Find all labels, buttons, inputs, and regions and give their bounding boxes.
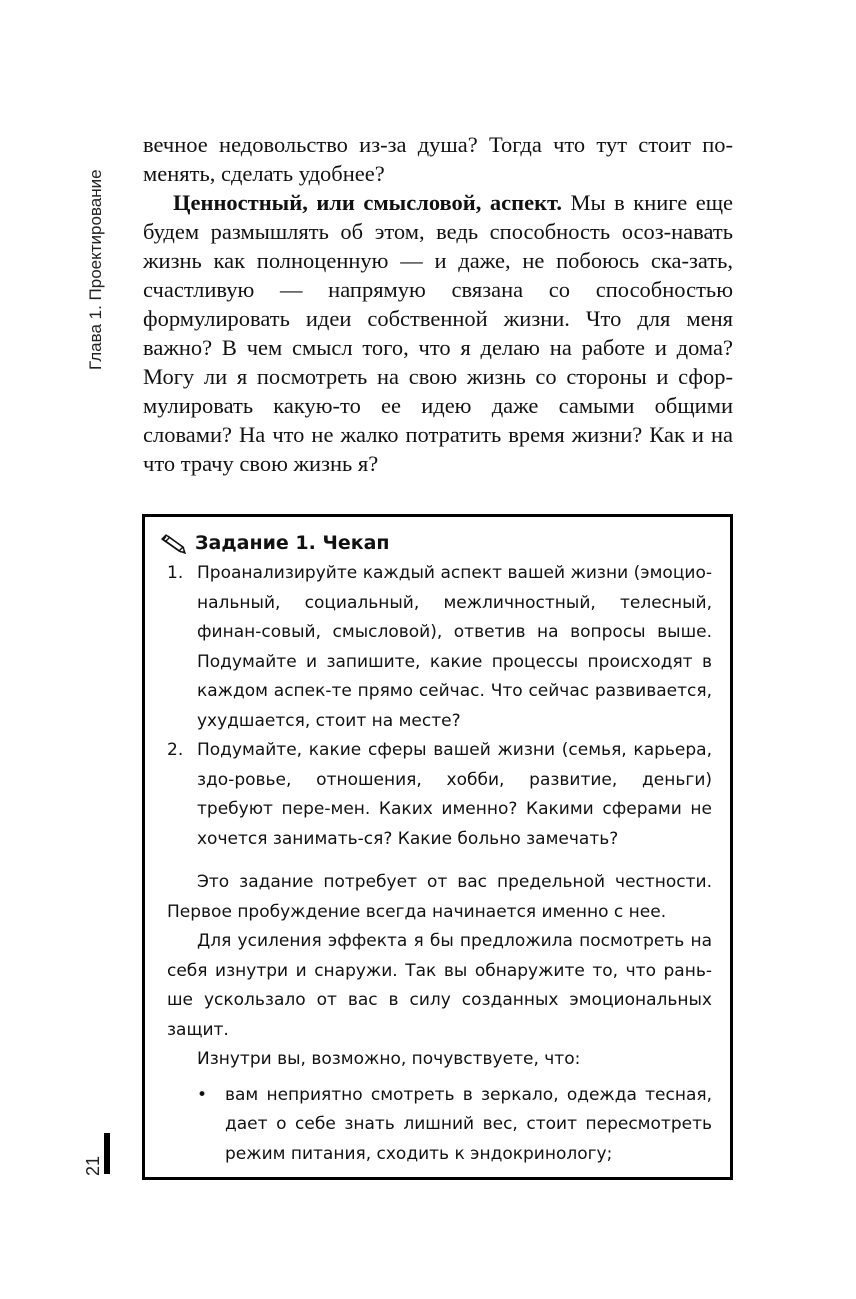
task-item-text: Подумайте, какие сферы вашей жизни (семья, карьера, здо-ровье, отношения, хобби, развитие, деньги) требуют пере-мен. Каких именно? Какими сферами не хочется занимать-ся? Какие больно замечать? xyxy=(197,740,712,849)
task-paragraph: Это задание потребует от вас предельной честности. Первое пробуждение всегда начинается именно с нее. xyxy=(167,872,712,922)
task-item xyxy=(167,559,712,736)
task-box xyxy=(142,514,733,1180)
bullet-marker: • xyxy=(197,1084,208,1105)
task-item xyxy=(167,736,712,854)
task-paragraph: Изнутри вы, возможно, почувствуете, что: xyxy=(197,1049,581,1069)
bullet-item xyxy=(167,1081,712,1170)
task-content xyxy=(167,529,712,1169)
task-title: Задание 1. Чекап xyxy=(195,532,390,555)
pencil-icon xyxy=(159,533,187,555)
task-item-number: 2. xyxy=(167,740,184,760)
page-number: 21 xyxy=(83,1155,103,1176)
page-number-bar xyxy=(104,1133,110,1174)
body-paragraph: вечное недовольство из-за душа? Тогда что тут стоит по-менять, сделать удобнее? xyxy=(143,132,733,186)
chapter-title: Глава 1. Проектирование xyxy=(86,169,105,370)
body-text xyxy=(143,130,733,478)
task-paragraph: Для усиления эффекта я бы предложила посмотреть на себя изнутри и снаружи. Так вы обнаружите то, что рань-ше ускользало от вас в силу созданных эмоциональных защит. xyxy=(167,931,712,1040)
task-header xyxy=(159,529,712,559)
aspect-text: Мы в книге еще будем размышлять об этом, ведь способность осоз-навать жизнь как полноценную — и даже, не побоюсь ска-зать, счастливую — напрямую связана со способностью формулировать идеи собственной жизни. Что для меня важно? В чем смысл того, что я делаю на работе и дома? Могу ли я посмотреть на свою жизнь со стороны и сфор-мулировать какую-то ее идею даже самыми общими словами? На что не жалко потратить время жизни? Как и на что трачу свою жизнь я? xyxy=(143,190,733,476)
bullet-text: вам неприятно смотреть в зеркало, одежда тесная, дает о себе знать лишний вес, стоит пересмотреть режим питания, сходить к эндокринологу; xyxy=(225,1084,712,1164)
bullet-list xyxy=(167,1081,712,1170)
task-list xyxy=(167,559,712,854)
task-item-number: 1. xyxy=(167,563,184,583)
task-item-text: Проанализируйте каждый аспект вашей жизни (эмоцио-нальный, социальный, межличностный, телесный, финан-совый, смысловой), ответив на вопросы выше. Подумайте и запишите, какие процессы происходят в каждом аспек-те прямо сейчас. Что сейчас развивается, ухудшается, стоит на месте? xyxy=(197,563,712,731)
running-head xyxy=(86,130,108,370)
aspect-heading: Ценностный, или смысловой, аспект. xyxy=(173,190,563,215)
body-paragraph xyxy=(143,188,733,478)
